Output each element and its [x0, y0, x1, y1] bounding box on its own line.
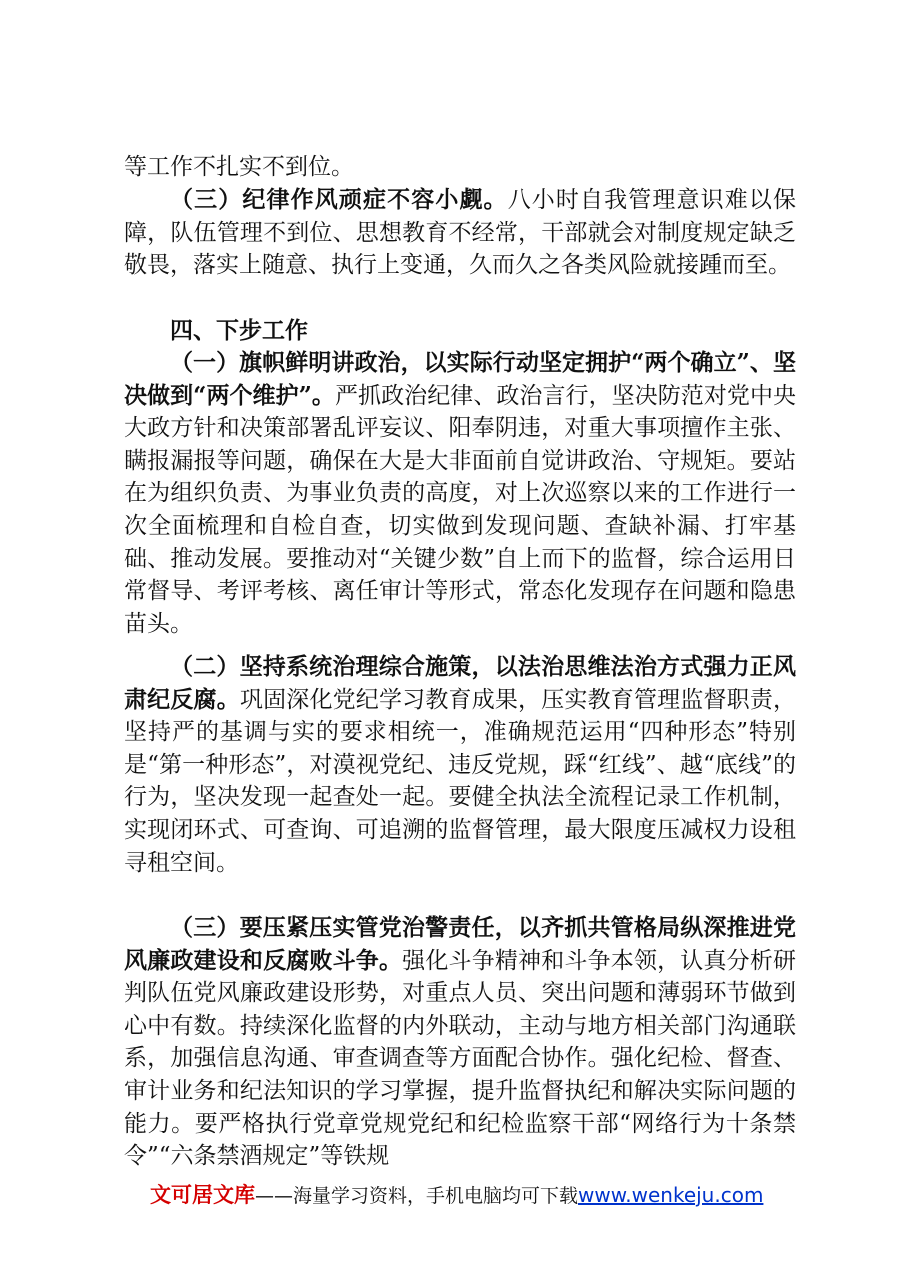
- footer-url-link[interactable]: www.wenkeju.com: [578, 1183, 764, 1207]
- footer-slogan: ——海量学习资料，手机电脑均可下载: [255, 1185, 579, 1207]
- footer-watermark: [150, 1179, 790, 1213]
- paragraph-next-step-2: [124, 651, 796, 879]
- paragraph-body: 严抓政治纪律、政治言行，坚决防范对党中央大政方针和决策部署乱评妄议、阳奉阴违，对重大事项擅作主张、瞒报漏报等问题，确保在大是大非面前自觉讲政治、守规矩。要站在为组织负责、为事业负责的高度，对上次巡察以来的工作进行一次全面梳理和自检自查，切实做到发现问题、查缺补漏、打牢基础、推动发展。要推动对“关键少数”自上而下的监督，综合运用日常督导、考评考核、离任审计等形式，常态化发现存在问题和隐患苗头。: [124, 382, 797, 637]
- paragraph-next-step-1: [124, 347, 796, 640]
- paragraph-body: 巩固深化党纪学习教育成果，压实教育管理监督职责，坚持严的基调与实的要求相统一，准确规范运用“四种形态”特别是“第一种形态”，对漠视党纪、违反党规，踩“红线”、越“底线”的行为，坚决发现一起查处一起。要健全执法全流程记录工作机制，实现闭环式、可查询、可追溯的监督管理，最大限度压减权力设租寻租空间。: [124, 686, 797, 876]
- paragraph-body: 强化斗争精神和斗争本领，认真分析研判队伍党风廉政建设形势，对重点人员、突出问题和薄弱环节做到心中有数。持续深化监督的内外联动，主动与地方相关部门沟通联系，加强信息沟通、审查调查等方面配合协作。强化纪检、督查、审计业务和纪法知识的学习掌握，提升监督执纪和解决实际问题的能力。要严格执行党章党规党纪和纪检监察干部“网络行为十条禁令”“六条禁酒规定”等铁规: [124, 947, 797, 1170]
- paragraph-next-step-3: [124, 912, 796, 1173]
- paragraph-discipline-style: [124, 184, 796, 282]
- paragraph-continuation: [124, 151, 796, 184]
- paragraph-lead: （二）坚持系统治理综合施策，以法治思维法治方式强力正风肃纪反腐。: [124, 653, 796, 713]
- paragraph-lead: （三）要压紧压实管党治警责任，以齐抓共管格局纵深推进党风廉政建设和反腐败斗争。: [124, 914, 796, 974]
- footer-brand: 文可居文库: [150, 1183, 255, 1207]
- paragraph-lead: （一）旗帜鲜明讲政治，以实际行动坚定拥护“两个确立”、坚决做到“两个维护”。: [124, 349, 796, 409]
- paragraph-body: 八小时自我管理意识难以保障，队伍管理不到位、思想教育不经常，干部就会对制度规定缺乏敬畏，落实上随意、执行上变通，久而久之各类风险就接踵而至。: [124, 187, 797, 279]
- paragraph-lead: （三）纪律作风顽症不容小觑。: [170, 186, 508, 213]
- paragraph-text: 等工作不扎实不到位。: [124, 154, 354, 180]
- section-heading: 四、下步工作: [170, 317, 308, 344]
